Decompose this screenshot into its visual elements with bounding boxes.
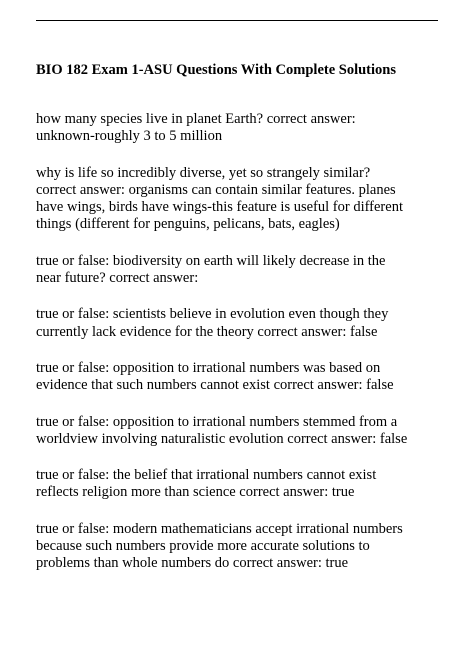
- document-title: BIO 182 Exam 1-ASU Questions With Complete Solutions: [36, 62, 397, 78]
- qa-item: true or false: opposition to irrational numbers stemmed from a worldview involving naturalistic evolution correct answer: false: [36, 413, 408, 447]
- qa-item: true or false: biodiversity on earth will likely decrease in the near future? correct answer:: [36, 252, 386, 287]
- qa-item: how many species live in planet Earth? correct answer: unknown-roughly 3 to 5 million: [36, 111, 356, 145]
- qa-item: true or false: opposition to irrational numbers was based on evidence that such numbers cannot exist correct answer: false: [36, 359, 394, 394]
- qa-list: [36, 111, 446, 592]
- qa-item: true or false: scientists believe in evolution even though they currently lack evidence for the theory correct answer: false: [36, 306, 389, 340]
- qa-item: why is life so incredibly diverse, yet so strangely similar? correct answer: organisms can contain similar features. planes have wings, birds have wings-this feature is useful for different things (different for penguins, pelicans, bats, eagles): [36, 164, 403, 233]
- header-rule: [36, 20, 438, 21]
- qa-item: true or false: the belief that irrational numbers cannot exist reflects religion more than science correct answer: true: [36, 467, 377, 501]
- qa-item: true or false: modern mathematicians accept irrational numbers because such numbers provide more accurate solutions to problems than whole numbers do correct answer: true: [36, 520, 403, 572]
